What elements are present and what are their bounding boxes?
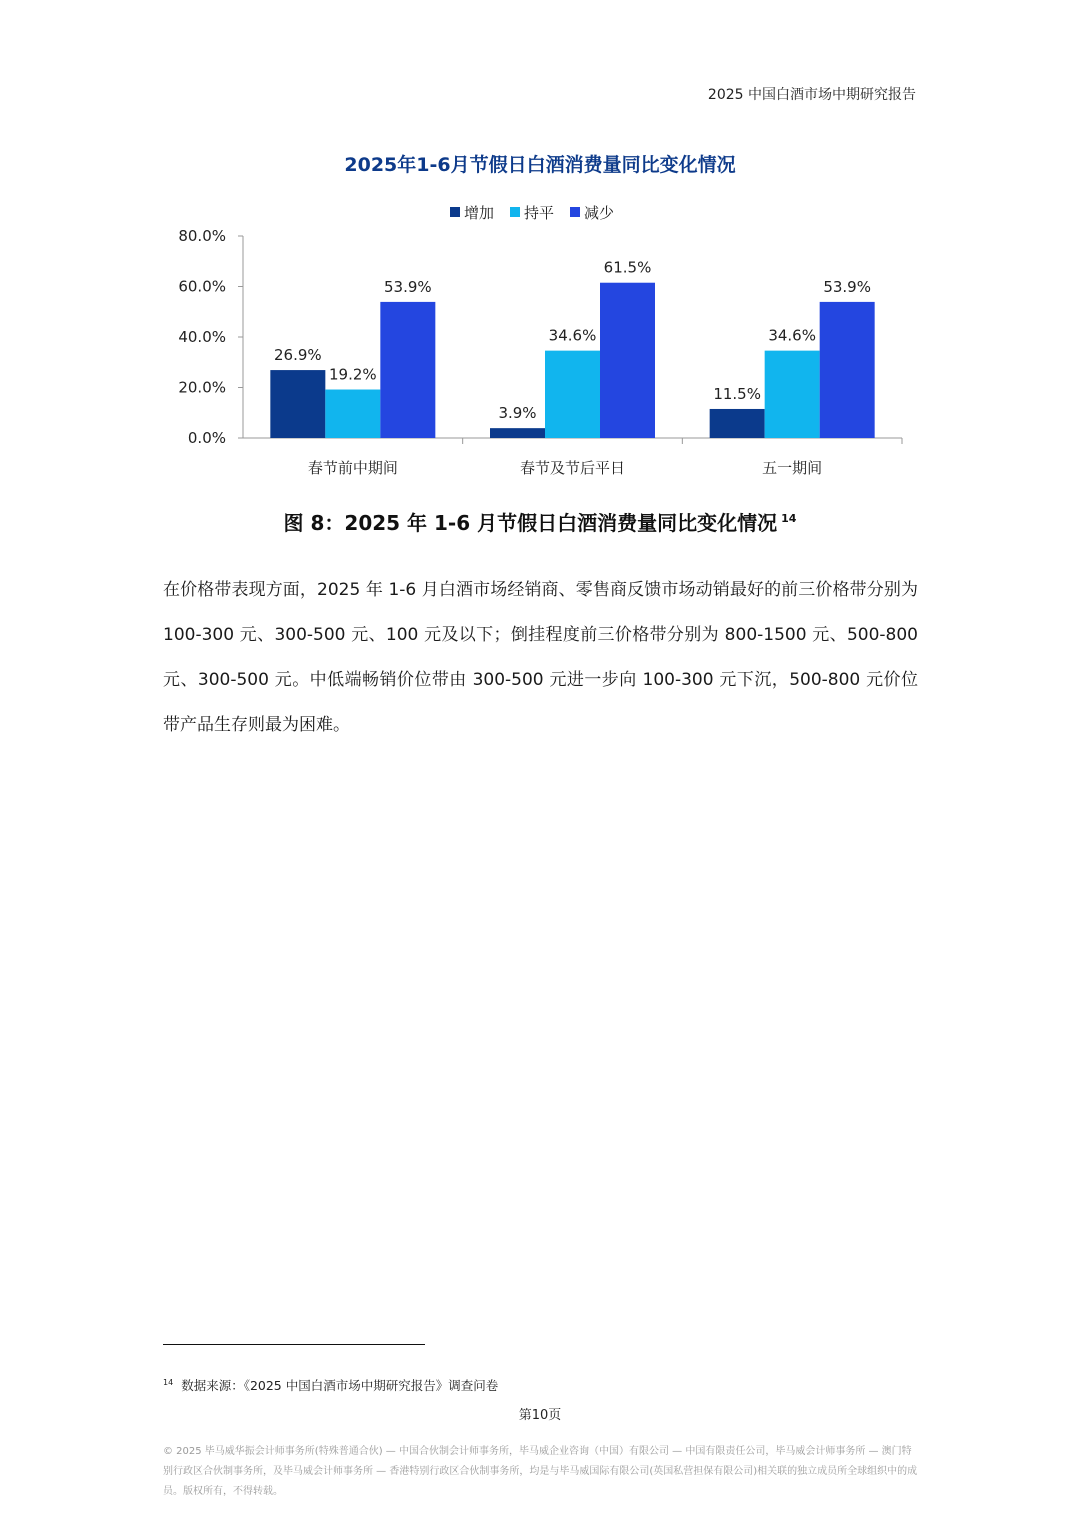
data-label-2-1: 34.6%	[768, 326, 816, 345]
chart-legend	[450, 204, 614, 222]
y-tick-label-2: 40.0%	[178, 328, 226, 346]
data-label-0-0: 26.9%	[274, 346, 322, 365]
footnote-divider	[163, 1344, 425, 1345]
data-label-2-0: 11.5%	[713, 384, 761, 403]
y-tick-label-4: 80.0%	[178, 227, 226, 245]
data-label-2-2: 53.9%	[823, 277, 871, 296]
footnote-number: 14	[163, 1377, 174, 1387]
bar-1-0	[490, 428, 545, 438]
figure-caption	[0, 507, 1080, 536]
legend-swatch-0	[450, 207, 460, 217]
data-label-1-2: 61.5%	[603, 258, 652, 277]
chart-bars	[270, 259, 874, 438]
legend-label-1: 持平	[524, 204, 555, 222]
legend-label-0: 增加	[464, 204, 495, 222]
x-category-label-0: 春节前中期间	[307, 459, 398, 477]
data-label-1-0: 3.9%	[498, 404, 537, 423]
bar-2-1	[765, 351, 820, 438]
figure-footnote-ref[interactable]: 14	[781, 512, 797, 526]
legend-label-2: 减少	[584, 204, 615, 222]
legend-swatch-2	[570, 207, 580, 217]
page-number: 第10页	[518, 1408, 562, 1423]
chart-title: 2025年1-6月节假日白酒消费量同比变化情况	[344, 154, 736, 176]
bar-2-0	[710, 409, 765, 438]
legal-notice: © 2025 毕马威华振会计师事务所(特殊普通合伙) — 中国合伙制会计师事务所，毕马威企业咨询（中国）有限公司 — 中国有限责任公司，毕马威会计师事务所 — 澳门特别行政区合伙制事务所，及毕马威会计师事务所 — 香港特别行政区合伙制事务所，均是与毕马威国际有限公司(英国私营担保有限公司)相关联的独立成员所全球组织中的成员。版权所有，不得转载。	[163, 1446, 918, 1497]
x-category-label-1: 春节及节后平日	[519, 459, 626, 477]
running-header: 2025 中国白酒市场中期研究报告	[707, 87, 916, 103]
footnote-text: 数据来源：《2025 中国白酒市场中期研究报告》调查问卷	[181, 1378, 499, 1393]
bar-2-2	[820, 302, 875, 438]
y-tick-label-0: 0.0%	[187, 429, 226, 447]
bar-0-1	[325, 390, 380, 438]
body-paragraph: 在价格带表现方面，2025 年 1-6 月白酒市场经销商、零售商反馈市场动销最好的前三价格带分别为 100-300 元、300-500 元、100 元及以下；倒挂程度前三价格带分别为 800-1500 元、500-800 元、300-500 元。中低端畅销价位带由 300-500 元进一步向 100-300 元下沉，500-800 元价位带产品生存则最为困难。	[163, 580, 918, 735]
legend-swatch-1	[510, 207, 520, 217]
y-tick-label-3: 60.0%	[178, 277, 226, 296]
bar-1-1	[545, 351, 600, 438]
bar-0-0	[270, 370, 325, 438]
y-tick-label-1: 20.0%	[178, 378, 226, 397]
bar-chart-svg	[160, 140, 920, 490]
figure-caption-text: 图 8：2025 年 1-6 月节假日白酒消费量同比变化情况	[283, 511, 778, 535]
data-label-0-2: 53.9%	[384, 277, 432, 296]
footnote	[163, 1376, 498, 1394]
bar-chart	[160, 140, 920, 490]
bar-0-2	[380, 302, 435, 438]
data-label-1-1: 34.6%	[548, 326, 597, 345]
x-category-label-2: 五一期间	[762, 459, 823, 477]
data-label-0-1: 19.2%	[329, 365, 377, 384]
bar-1-2	[600, 283, 655, 438]
